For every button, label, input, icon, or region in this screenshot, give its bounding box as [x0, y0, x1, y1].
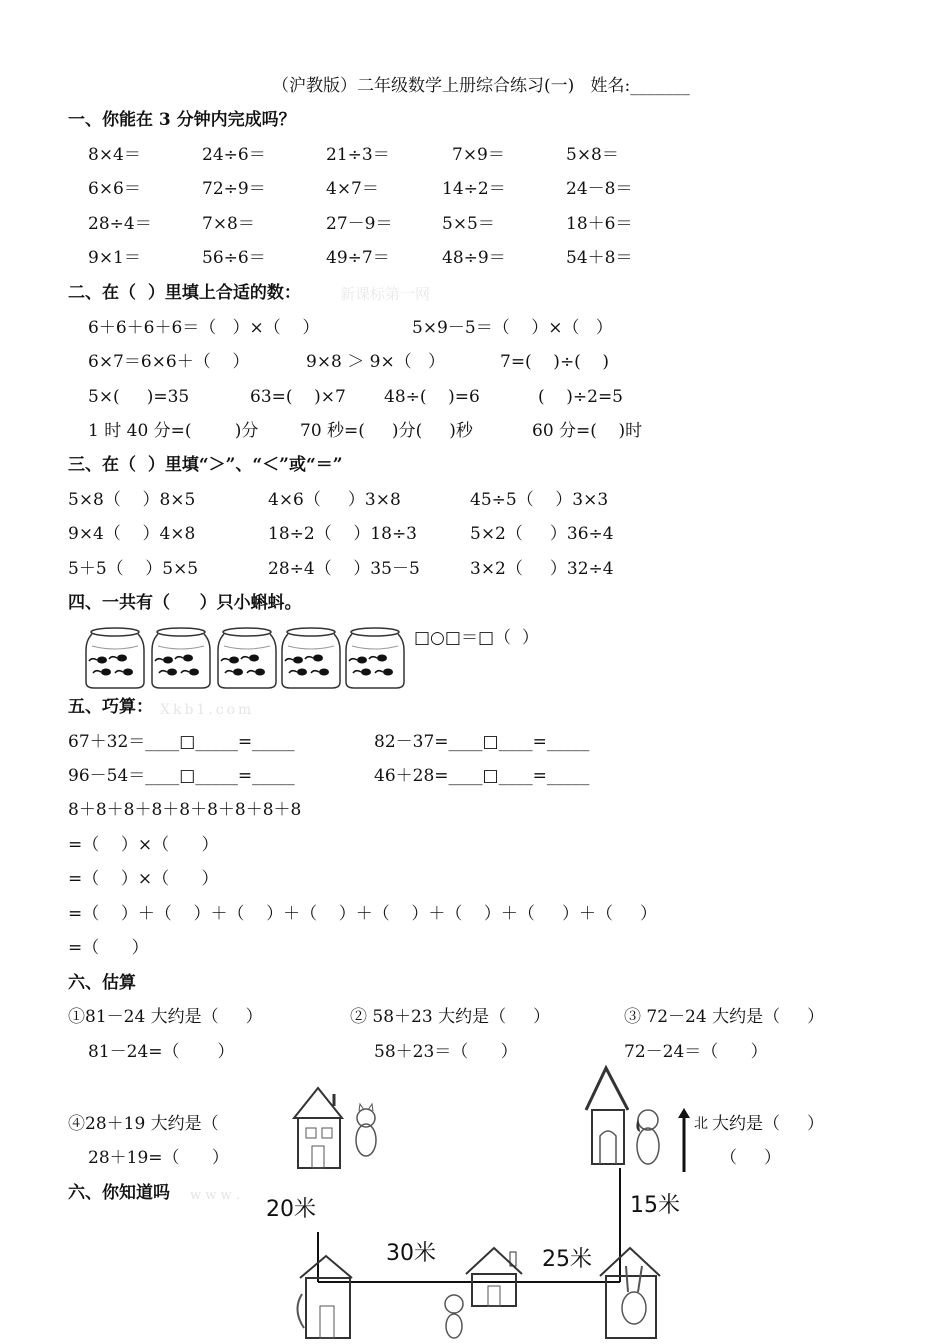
estimate-problem: 28＋19=（ ） [88, 1148, 229, 1168]
compare-problem: 5×2（ ）36÷4 [470, 524, 614, 544]
tadpole-jar-icon [342, 626, 408, 690]
calc-problem: 82－37=____□____=_____ [374, 732, 590, 752]
problem: 56÷6＝ [202, 248, 266, 268]
compare-problem: 3×2（ ）32÷4 [470, 559, 614, 579]
compare-problem: 4×6（ ）3×8 [268, 490, 401, 510]
distance-label: 15米 [630, 1193, 680, 1218]
compare-problem: 9×4（ ）4×8 [68, 524, 196, 544]
calc-problem: 46＋28=____□____=_____ [374, 766, 590, 786]
compare-problem: 18÷2（ ）18÷3 [268, 524, 417, 544]
compare-problem: 5＋5（ ）5×5 [68, 559, 199, 579]
section-7-heading: 六、你知道吗 [68, 1183, 170, 1203]
calc-line: =（ ）＋（ ）＋（ ）＋（ ）＋（ ）＋（ ）＋（ ）＋（ ） [68, 904, 657, 924]
compare-problem: 28÷4（ ）35－5 [268, 559, 420, 579]
fill-problem: 1 时 40 分=( )分 [88, 421, 259, 441]
distance-label: 25米 [542, 1247, 592, 1272]
problem: 21÷3＝ [326, 145, 390, 165]
fill-problem: 63=( )×7 [250, 387, 346, 407]
section-2-heading: 二、在（ ）里填上合适的数： [68, 283, 301, 303]
calc-problem: 67＋32＝____□_____=_____ [68, 732, 295, 752]
fill-problem: 60 分=( )时 [532, 421, 643, 441]
problem: 5×8＝ [566, 145, 619, 165]
problem: 48÷9＝ [442, 248, 506, 268]
watermark-text: Xkb1.com [160, 702, 255, 718]
tadpole-jar-icon [214, 626, 280, 690]
monkey-icon [436, 1290, 472, 1344]
estimate-problem: ①81－24 大约是（ ） [68, 1007, 263, 1027]
problem: 9×1＝ [88, 248, 141, 268]
problem: 72÷9＝ [202, 179, 266, 199]
estimate-problem: ③ 72－24 大约是（ ） [624, 1007, 825, 1027]
compare-problem: 5×8（ ）8×5 [68, 490, 196, 510]
north-arrow-head-icon [678, 1108, 690, 1118]
estimate-problem: 81－24=（ ） [88, 1042, 235, 1062]
tadpole-jar-icon [148, 626, 214, 690]
compare-problem: 45÷5（ ）3×3 [470, 490, 609, 510]
problem: 18＋6＝ [566, 214, 633, 234]
problem: 7×9＝ [452, 145, 505, 165]
problem: 54＋8＝ [566, 248, 633, 268]
estimate-problem: 58＋23＝（ ） [374, 1042, 518, 1062]
house-with-squirrel-icon [296, 1248, 360, 1344]
calc-line: 8＋8＋8＋8＋8＋8＋8＋8＋8 [68, 800, 302, 820]
problem: 6×6＝ [88, 179, 141, 199]
problem: 7×8＝ [202, 214, 255, 234]
doghouse-with-dog-icon [582, 1060, 672, 1170]
calc-line: =（ ）×（ ） [68, 835, 219, 855]
fill-problem: ( )÷2=5 [538, 387, 623, 407]
problem: 5×5＝ [442, 214, 495, 234]
distance-label: 20米 [266, 1197, 316, 1222]
problem: 49÷7＝ [326, 248, 390, 268]
estimate-problem: ② 58＋23 大约是（ ） [350, 1007, 551, 1027]
house-with-cat-icon [288, 1078, 388, 1174]
section-5-heading: 五、巧算： [68, 697, 153, 717]
estimate-problem: 72－24＝（ ） [624, 1042, 768, 1062]
problem: 14÷2＝ [442, 179, 506, 199]
problem: 28÷4＝ [88, 214, 152, 234]
watermark-text: w w w . [190, 1188, 240, 1203]
section-1-heading: 一、你能在 3 分钟内完成吗？ [68, 110, 296, 130]
fill-problem: 9×8 ＞ 9×（ ） [306, 352, 445, 372]
problem: 24÷6＝ [202, 145, 266, 165]
section-3-heading: 三、在（ ）里填“＞”、“＜”或“＝” [68, 455, 343, 475]
symbol-equation: □○□＝□（ ） [414, 628, 539, 648]
fill-problem: 5×9－5＝（ ）×（ ） [412, 318, 613, 338]
north-label: 北 [694, 1116, 708, 1132]
estimate-problem: ④28＋19 大约是（ [68, 1114, 219, 1134]
problem: 24－8＝ [566, 179, 633, 199]
section-4-heading: 四、一共有（ ）只小蝌蚪。 [68, 593, 302, 613]
calc-line: =（ ） [68, 938, 149, 958]
fill-problem: 5×( )=35 [88, 387, 190, 407]
problem: 27－9＝ [326, 214, 393, 234]
problem: 8×4＝ [88, 145, 141, 165]
fill-problem: 70 秒=( )分( )秒 [300, 421, 473, 441]
tadpole-jar-icon [82, 626, 148, 690]
fill-problem: 7=( )÷( ) [500, 352, 610, 372]
tadpole-jar-icon [278, 626, 344, 690]
fill-problem: 6＋6＋6＋6＝（ ）×（ ） [88, 318, 320, 338]
estimate-problem: 大约是（ ） [712, 1114, 825, 1134]
fill-problem: 48÷( )=6 [384, 387, 480, 407]
fill-problem: 6×7＝6×6＋（ ） [88, 352, 250, 372]
calc-line: =（ ）×（ ） [68, 869, 219, 889]
watermark-text: 新课标第一网 [340, 285, 431, 303]
calc-problem: 96－54＝____□_____=_____ [68, 766, 295, 786]
distance-label: 30米 [386, 1241, 436, 1266]
house-with-rabbit-icon [598, 1236, 662, 1344]
page-title: （沪教版）二年级数学上册综合练习(一) 姓名:_______ [272, 76, 690, 96]
estimate-problem: （ ） [720, 1148, 782, 1168]
problem: 4×7＝ [326, 179, 379, 199]
section-6-heading: 六、估算 [68, 973, 136, 993]
